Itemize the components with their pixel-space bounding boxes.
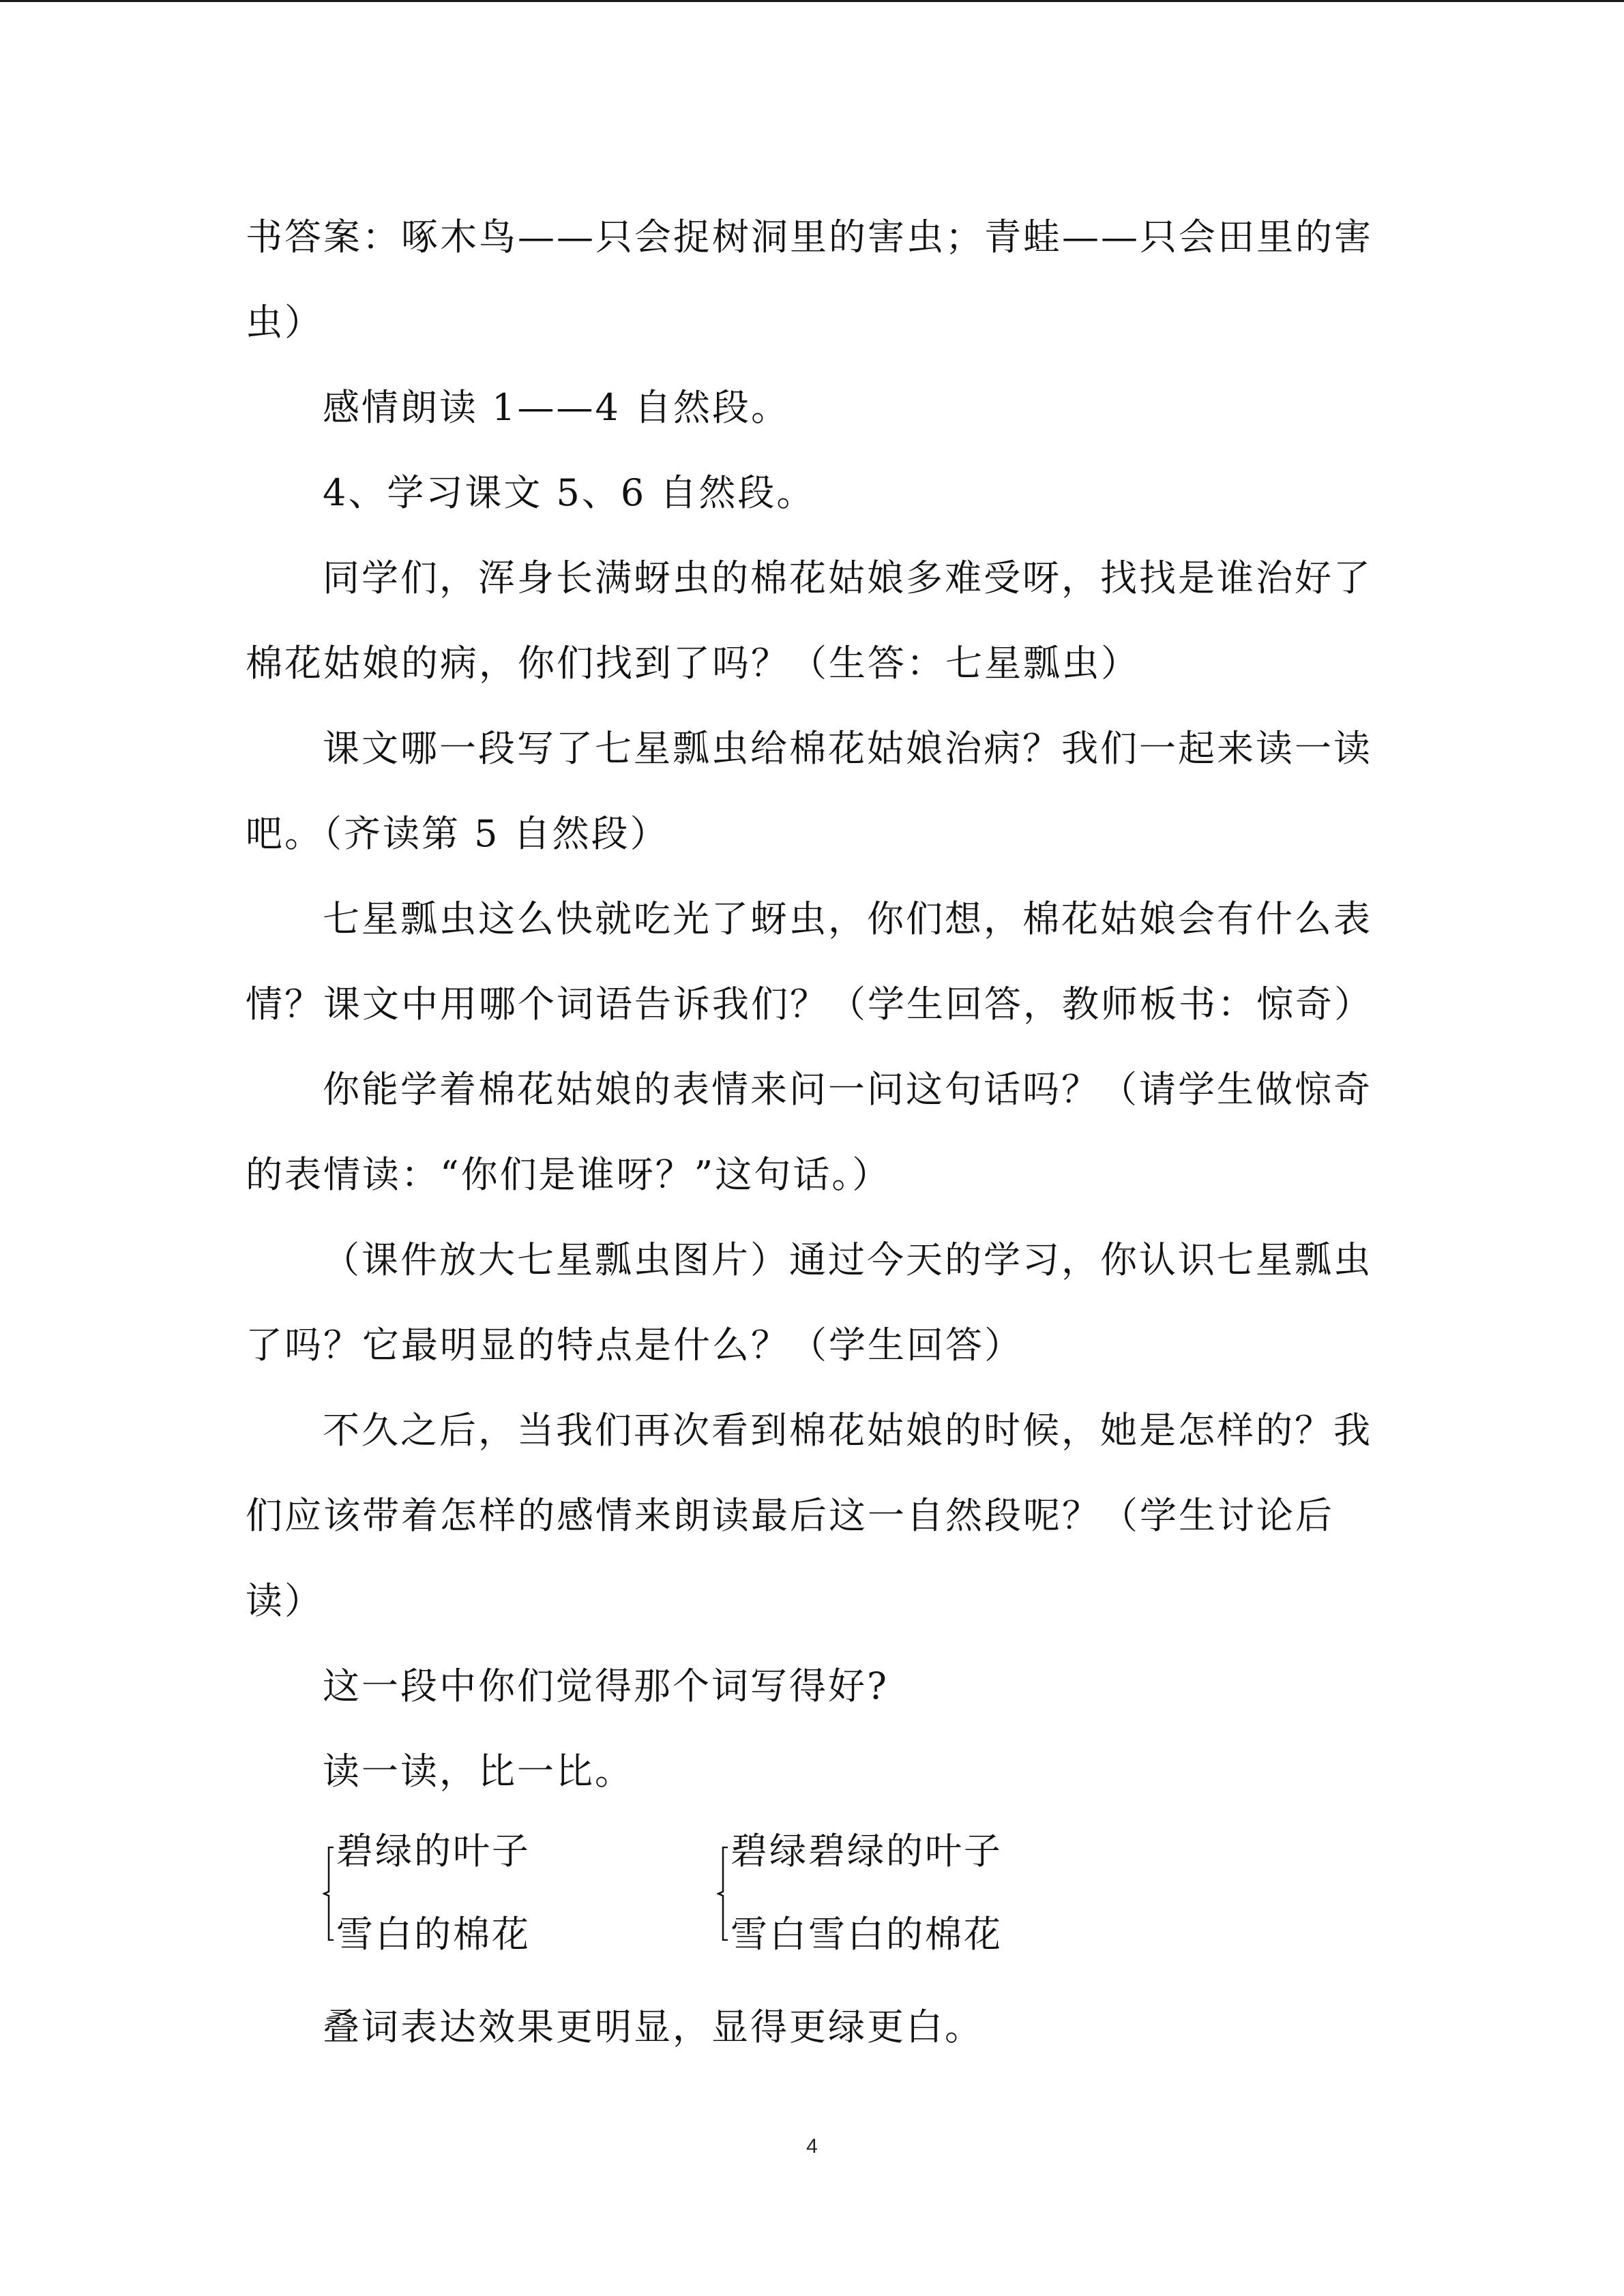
page-number: 4 xyxy=(806,2135,818,2158)
text-line-18: 这一段中你们觉得那个词写得好? xyxy=(323,1665,889,1708)
text-line-17: 读） xyxy=(246,1579,323,1622)
text-line-14: 了吗？它最明显的特点是什么？（学生回答） xyxy=(246,1324,1023,1367)
comparison-right-item-1: 碧绿碧绿的叶子 xyxy=(730,1830,1003,1873)
text-line-6: 棉花姑娘的病，你们找到了吗？（生答：七星瓢虫） xyxy=(246,642,1140,685)
brace-icon xyxy=(717,1847,729,1941)
text-line-3: 感情朗读 1——4 自然段。 xyxy=(323,386,791,429)
text-line-5: 同学们，浑身长满蚜虫的棉花姑娘多难受呀，找找是谁治好了 xyxy=(323,556,1372,599)
text-line-2: 虫） xyxy=(246,301,323,344)
text-line-16: 们应该带着怎样的感情来朗读最后这一自然段呢？（学生讨论后 xyxy=(246,1494,1334,1537)
comparison-left-item-2: 雪白的棉花 xyxy=(336,1913,531,1956)
text-line-10: 情？课文中用哪个词语告诉我们？（学生回答，教师板书：惊奇） xyxy=(246,983,1373,1026)
text-line-9: 七星瓢虫这么快就吃光了蚜虫，你们想，棉花姑娘会有什么表 xyxy=(323,897,1372,940)
text-line-8: 吧。（齐读第 5 自然段） xyxy=(246,812,669,855)
comparison-left-item-1: 碧绿的叶子 xyxy=(336,1830,531,1873)
text-line-11: 你能学着棉花姑娘的表情来问一问这句话吗？（请学生做惊奇 xyxy=(323,1068,1372,1111)
comparison-right-item-2: 雪白雪白的棉花 xyxy=(730,1913,1003,1956)
text-line-4: 4、学习课文 5、6 自然段。 xyxy=(323,471,816,514)
brace-icon xyxy=(323,1847,335,1941)
text-line-7: 课文哪一段写了七星瓢虫给棉花姑娘治病？我们一起来读一读 xyxy=(323,727,1372,770)
text-line-1: 书答案：啄木鸟——只会捉树洞里的害虫；青蛙——只会田里的害 xyxy=(246,215,1373,258)
text-line-12: 的表情读：“你们是谁呀？”这句话。） xyxy=(246,1153,891,1196)
word-comparison xyxy=(323,1828,1073,1964)
text-line-15: 不久之后，当我们再次看到棉花姑娘的时候，她是怎样的？我 xyxy=(323,1409,1372,1452)
text-line-19: 读一读，比一比。 xyxy=(323,1750,634,1793)
conclusion-line: 叠词表达效果更明显，显得更绿更白。 xyxy=(323,2006,984,2048)
top-border-line xyxy=(0,0,1624,2)
text-line-13: （课件放大七星瓢虫图片）通过今天的学习，你认识七星瓢虫 xyxy=(323,1238,1372,1281)
